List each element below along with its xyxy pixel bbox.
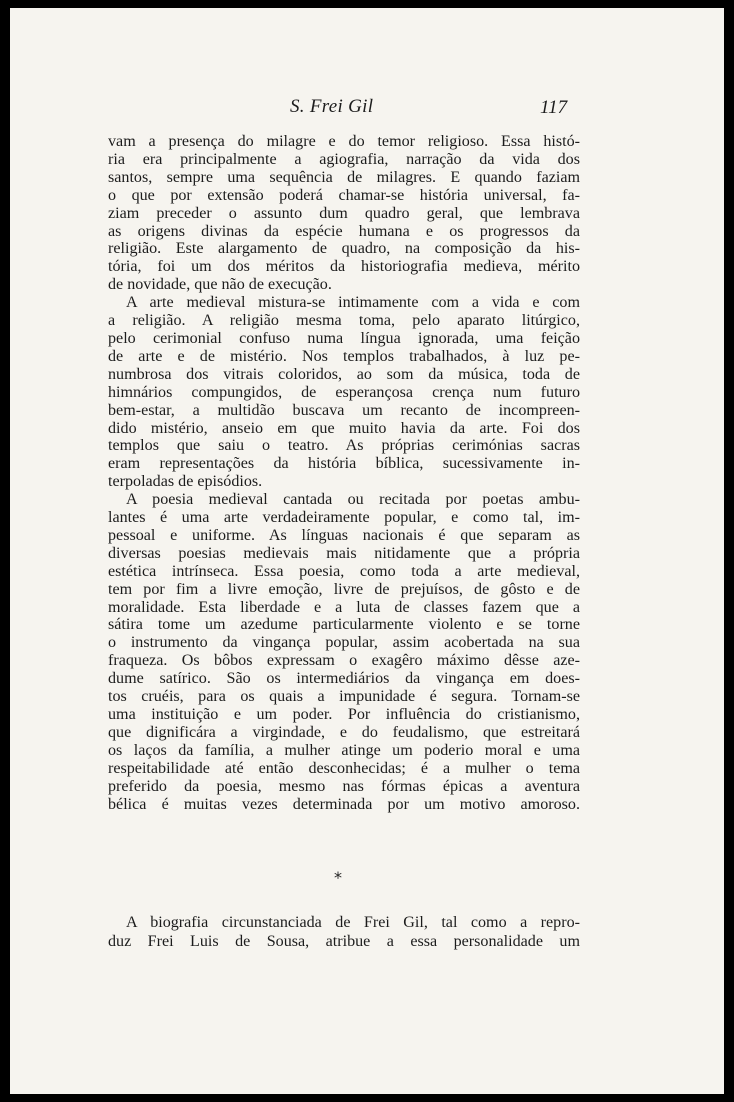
running-title: S. Frei Gil [290, 96, 374, 117]
text-line: preferido da poesia, mesmo nas fórmas épicas a aventura [108, 777, 580, 795]
text-line: eram representações da história bíblica, sucessivamente in- [108, 455, 580, 473]
text-line: pessoal e uniforme. As línguas nacionais é que separam as [108, 526, 580, 544]
book-page [10, 8, 724, 1094]
paragraph-4 [108, 914, 580, 951]
text-line: religião. Este alargamento de quadro, na composição da his- [108, 240, 580, 258]
text-line: uma instituição e um poder. Por influência do cristianismo, [108, 706, 580, 723]
paragraph-3 [108, 491, 580, 813]
text-line: terpoladas de episódios. [108, 473, 263, 491]
page-number: 117 [540, 97, 568, 118]
text-line: estética intrínseca. Essa poesia, como toda a arte medieval, [108, 562, 580, 580]
text-line: de arte e de mistério. Nos templos trabalhados, à luz pe- [108, 347, 580, 365]
text-line: de novidade, que não de execução. [108, 276, 332, 294]
text-line: numbrosa dos vitrais coloridos, ao som da música, toda de [108, 365, 580, 383]
section-separator-asterisk: * [334, 868, 342, 887]
body-text [108, 133, 580, 813]
text-line: tem por fim a livre emoção, livre de prejuísos, de gôsto e de [108, 580, 580, 598]
paragraph-1 [108, 133, 580, 294]
text-line: A arte medieval mistura-se intimamente com a vida e com [126, 294, 580, 312]
text-line: que dignificára a virgindade, e do feudalismo, que estreitará [108, 723, 580, 741]
text-line: o instrumento da vingança popular, assim acobertada na sua [108, 634, 580, 652]
text-line: moralidade. Esta liberdade e a luta de classes fazem que a [108, 598, 580, 616]
text-line: o que por extensão poderá chamar-se história universal, fa- [108, 186, 580, 204]
text-line: templos que saiu o teatro. As próprias cerimónias sacras [108, 437, 580, 455]
page-header [10, 96, 724, 120]
text-line: bélica é muitas vezes determinada por um motivo amoroso. [108, 795, 580, 813]
text-line: as origens divinas da espécie humana e os progressos da [108, 222, 580, 240]
text-line: A poesia medieval cantada ou recitada por poetas ambu- [126, 491, 580, 509]
text-line: bem-estar, a multidão buscava um recanto de incompreen- [108, 401, 580, 419]
text-line: diversas poesias medievais mais nitidamente que a própria [108, 544, 580, 562]
text-line: respeitabilidade até então desconhecidas; é a mulher o tema [108, 759, 580, 777]
text-line: pelo cerimonial confuso numa língua ignorada, uma feição [108, 329, 580, 347]
text-line: A biografia circunstanciada de Frei Gil, tal como a repro- [126, 914, 580, 931]
text-line: tos cruéis, para os quais a impunidade é segura. Tornam-se [108, 688, 580, 706]
text-line: a religião. A religião mesma toma, pelo aparato litúrgico, [108, 312, 580, 330]
text-line: himnários compungidos, de esperançosa crença num futuro [108, 383, 580, 401]
text-line: dume satírico. São os intermediários da vingança em does- [108, 670, 580, 688]
text-line: lantes é uma arte verdadeiramente popular, e como tal, im- [108, 509, 580, 527]
text-line: fraqueza. Os bôbos expressam o exagêro máximo dêsse aze- [108, 652, 580, 670]
text-line: sátira tome um azedume particularmente violento e se torne [108, 616, 580, 634]
text-line: vam a presença do milagre e do temor religioso. Essa histó- [108, 133, 580, 150]
text-line: tória, foi um dos méritos da historiografia medieva, mérito [108, 258, 580, 276]
text-line: dido mistério, anseio em que muito havia da arte. Foi dos [108, 419, 580, 437]
text-line: os laços da família, a mulher atinge um poderio moral e uma [108, 741, 580, 759]
text-line: duz Frei Luis de Sousa, atribue a essa personalidade um [108, 932, 580, 950]
text-line: ria era principalmente a agiografia, narração da vida dos [108, 150, 580, 168]
paragraph-2 [108, 294, 580, 491]
text-line: santos, sempre uma sequência de milagres. E quando faziam [108, 168, 580, 186]
text-line: ziam preceder o assunto dum quadro geral, que lembrava [108, 204, 580, 222]
